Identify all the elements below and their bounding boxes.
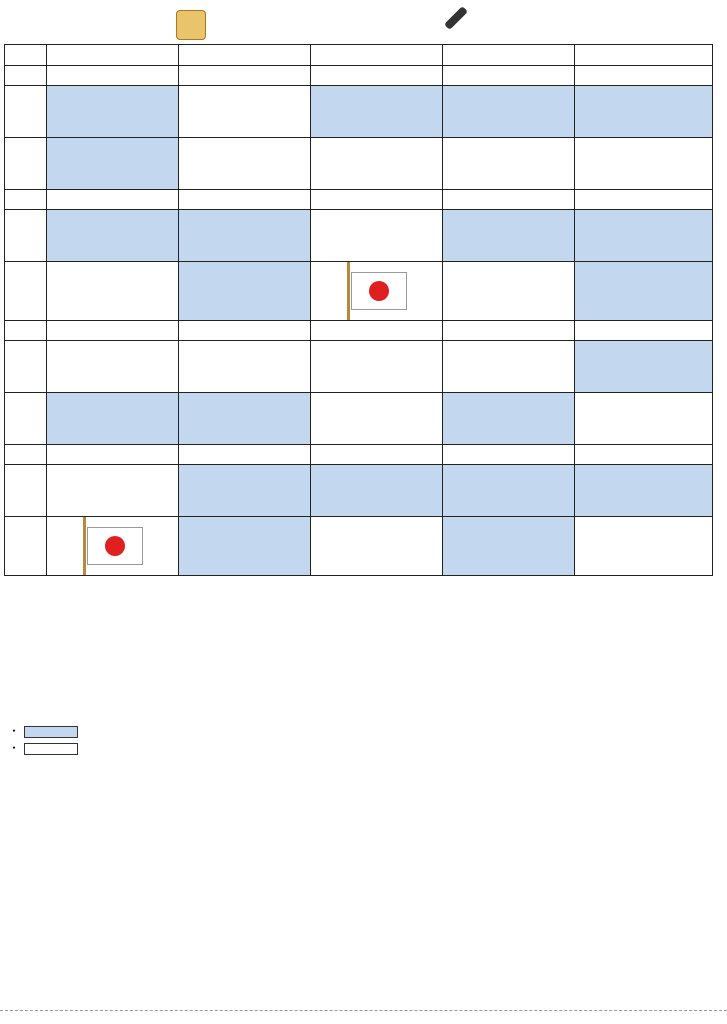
date-cell <box>443 190 575 210</box>
date-cell <box>47 321 179 341</box>
date-row <box>5 321 713 341</box>
program-cell <box>179 465 311 517</box>
date-cell <box>575 66 713 86</box>
legend-blue-swatch <box>24 726 78 738</box>
weekday-header-cell <box>5 45 47 66</box>
date-row-spacer <box>5 66 47 86</box>
program-cell <box>575 465 713 517</box>
am-row <box>5 465 713 517</box>
program-cell <box>47 341 179 393</box>
am-label <box>5 341 47 393</box>
date-cell <box>47 190 179 210</box>
legend-white-swatch <box>24 743 78 755</box>
date-cell <box>575 445 713 465</box>
program-cell <box>47 393 179 445</box>
program-cell <box>575 262 713 321</box>
program-cell <box>443 341 575 393</box>
date-row <box>5 66 713 86</box>
date-cell <box>179 321 311 341</box>
pm-row <box>5 262 713 321</box>
program-cell <box>47 465 179 517</box>
microphone-icon <box>444 6 468 30</box>
japan-flag-icon <box>87 527 143 565</box>
program-cell <box>575 86 713 138</box>
legend-white: ・ <box>8 740 720 757</box>
am-label <box>5 210 47 262</box>
day-thu <box>443 45 575 66</box>
program-cell <box>311 341 443 393</box>
program-cell <box>311 393 443 445</box>
am-row <box>5 210 713 262</box>
program-cell <box>179 86 311 138</box>
date-row-spacer <box>5 445 47 465</box>
day-fri <box>575 45 713 66</box>
program-cell <box>311 210 443 262</box>
date-cell <box>311 190 443 210</box>
program-cell <box>179 517 311 576</box>
program-cell <box>179 210 311 262</box>
pm-label <box>5 262 47 321</box>
date-cell <box>443 321 575 341</box>
flag-pole-icon <box>347 262 350 320</box>
pm-label <box>5 517 47 576</box>
date-row-spacer <box>5 190 47 210</box>
date-cell <box>443 66 575 86</box>
am-row <box>5 341 713 393</box>
program-cell <box>575 138 713 190</box>
program-cell <box>443 86 575 138</box>
date-cell <box>179 445 311 465</box>
date-cell <box>311 66 443 86</box>
program-cell <box>311 262 443 321</box>
japan-flag-icon <box>351 272 407 310</box>
program-cell <box>179 138 311 190</box>
date-cell <box>47 445 179 465</box>
schedule-table <box>4 44 713 576</box>
program-cell <box>311 138 443 190</box>
program-cell <box>575 210 713 262</box>
cut-line <box>0 1010 727 1011</box>
program-cell <box>311 86 443 138</box>
date-row <box>5 190 713 210</box>
program-cell <box>443 517 575 576</box>
program-cell <box>575 393 713 445</box>
program-cell <box>47 138 179 190</box>
pm-label <box>5 393 47 445</box>
am-label <box>5 465 47 517</box>
program-cell <box>179 341 311 393</box>
date-cell <box>575 321 713 341</box>
program-cell <box>179 393 311 445</box>
pm-label <box>5 138 47 190</box>
date-cell <box>179 66 311 86</box>
am-row <box>5 86 713 138</box>
date-cell <box>47 66 179 86</box>
program-cell <box>443 138 575 190</box>
program-cell <box>575 517 713 576</box>
flag-pole-icon <box>83 517 86 575</box>
date-cell <box>311 445 443 465</box>
program-cell <box>575 341 713 393</box>
bean-box-icon <box>176 10 206 40</box>
decorative-border <box>18 978 708 998</box>
legend <box>8 723 720 757</box>
program-cell <box>443 393 575 445</box>
pm-row <box>5 138 713 190</box>
date-row-spacer <box>5 321 47 341</box>
program-cell <box>311 517 443 576</box>
day-wed <box>311 45 443 66</box>
program-cell <box>311 465 443 517</box>
program-cell <box>443 210 575 262</box>
program-cell <box>47 86 179 138</box>
day-mon <box>47 45 179 66</box>
program-cell <box>47 517 179 576</box>
date-cell <box>179 190 311 210</box>
am-label <box>5 86 47 138</box>
program-cell <box>47 210 179 262</box>
weekday-header-row <box>5 45 713 66</box>
program-cell <box>47 262 179 321</box>
legend-blue: ・ <box>8 723 720 740</box>
header <box>0 0 727 44</box>
program-cell <box>443 465 575 517</box>
pm-row <box>5 393 713 445</box>
date-row <box>5 445 713 465</box>
date-cell <box>575 190 713 210</box>
program-cell <box>179 262 311 321</box>
date-cell <box>311 321 443 341</box>
program-cell <box>443 262 575 321</box>
pm-row <box>5 517 713 576</box>
date-cell <box>443 445 575 465</box>
day-tue <box>179 45 311 66</box>
